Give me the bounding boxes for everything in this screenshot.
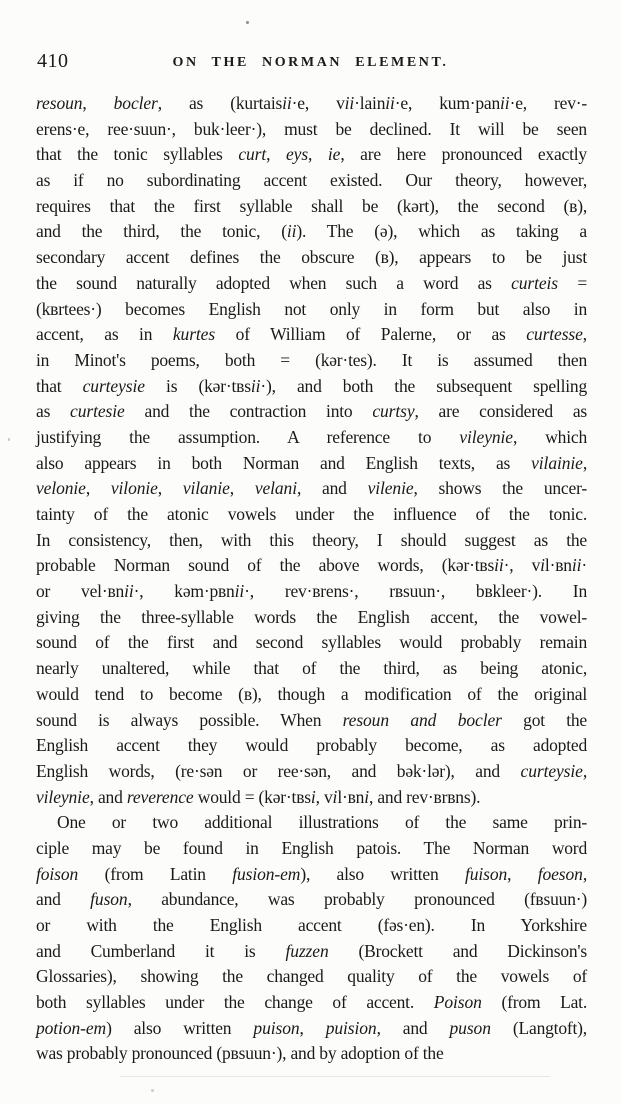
text-segment: the sound naturally adopted when such a word as (36, 272, 512, 293)
text-line (36, 964, 587, 990)
italic-text-segment: resoun and bocler (342, 709, 502, 730)
text-segment: would tend to become (ʙ), though a modification of the original (36, 683, 587, 704)
italic-text-segment: kurtes (172, 324, 216, 345)
italic-text-segment: velonie (36, 478, 86, 499)
text-segment: , are here pronounced exactly (340, 144, 587, 165)
text-segment: ·e, rev·- (509, 93, 588, 113)
text-line (36, 502, 587, 528)
text-block (36, 91, 587, 1067)
italic-text-segment: vileynie (459, 426, 513, 447)
text-segment: , and rev·ʙrʙns). (368, 786, 481, 807)
text-segment: or vel·ʙn (36, 581, 125, 602)
text-line (36, 579, 587, 605)
text-line (36, 605, 587, 631)
italic-text-segment: Poison (433, 992, 482, 1013)
italic-text-segment: puson (449, 1017, 491, 1038)
italic-text-segment: vilenie (367, 478, 414, 499)
text-line (36, 374, 587, 400)
text-segment: , and (296, 478, 368, 499)
text-line (36, 348, 587, 374)
text-line (36, 245, 587, 271)
running-title: ON THE NORMAN ELEMENT. (172, 55, 449, 70)
italic-text-segment: foeson (537, 863, 583, 884)
italic-text-segment: bocler (113, 93, 158, 113)
text-segment: , abundance, was probably pronounced (fʙsuun·) (127, 889, 588, 910)
text-line (36, 785, 587, 811)
text-segment: justifying the assumption. A reference to (36, 426, 460, 447)
text-line (36, 322, 587, 348)
page-number: 410 (37, 50, 69, 72)
text-line (36, 630, 587, 656)
text-segment: One or two additional illustrations of the same prin- (57, 812, 587, 833)
text-line (36, 528, 587, 554)
text-segment: erens·e, ree·suun·, buk·leer·), must be declined. It will be seen (36, 118, 587, 139)
text-segment: , (507, 863, 538, 884)
text-segment: ·e, kum·pan (394, 93, 501, 113)
italic-text-segment: curtsy (372, 401, 415, 422)
text-segment: , v (315, 786, 333, 807)
text-line (36, 913, 587, 939)
text-segment: Glossaries), showing the changed quality of the vowels of (36, 966, 587, 987)
text-line (36, 708, 587, 734)
italic-text-segment: reverence (126, 786, 194, 807)
text-segment: ·), and both the subsequent spelling (260, 375, 587, 396)
text-segment: (Langtoft), (490, 1017, 587, 1038)
text-line (36, 476, 587, 502)
text-segment: or with the English accent (fəs·en). In Yorkshire (36, 915, 587, 935)
italic-text-segment: fuzzen (285, 940, 329, 961)
text-line (36, 168, 587, 194)
text-segment: giving the three-syllable words the English accent, the vowel- (36, 606, 587, 627)
text-segment: , (266, 144, 286, 165)
text-segment: secondary accent defines the obscure (ʙ), appears to be just (36, 247, 587, 268)
italic-text-segment: ie (327, 144, 341, 165)
text-segment: ), also written (300, 863, 465, 884)
text-segment: = (558, 272, 587, 293)
italic-text-segment: curteis (511, 272, 559, 293)
italic-text-segment: ii (250, 375, 261, 396)
text-line (36, 553, 587, 579)
text-segment: ·, v (503, 555, 541, 576)
text-segment: , (82, 93, 114, 113)
text-segment: · (581, 555, 587, 576)
text-segment: , as (kurtais (157, 93, 283, 113)
text-line (36, 759, 587, 785)
text-segment: sound of the first and second syllables would probably remain (36, 632, 587, 653)
text-line (36, 1041, 587, 1067)
italic-text-segment: puision (325, 1017, 377, 1038)
text-segment: , shows the uncer- (413, 478, 587, 499)
text-segment: probable Norman sound of the above words, (kər·tʙs (36, 555, 495, 576)
scan-speck (246, 21, 249, 24)
italic-text-segment: i (310, 786, 316, 807)
scan-speck (8, 438, 10, 441)
text-line (36, 836, 587, 862)
text-line (36, 451, 587, 477)
text-segment: that the tonic syllables (36, 144, 239, 165)
italic-text-segment: curteysie (82, 375, 145, 396)
text-segment: (kʙrtees·) becomes English not only in form but also in (36, 298, 587, 319)
text-segment: (Brockett and Dickinson's (328, 940, 587, 961)
text-segment: English words, (re·sən or ree·sən, and bək·lər), and (36, 760, 521, 781)
text-line (36, 939, 587, 965)
italic-text-segment: vilanie (182, 478, 230, 499)
text-segment: , (582, 760, 587, 781)
italic-text-segment: eys (285, 144, 309, 165)
text-line (36, 142, 587, 168)
text-line (36, 810, 587, 836)
italic-text-segment: vilainie (531, 452, 583, 473)
italic-text-segment: potion-em (36, 1017, 107, 1038)
italic-text-segment: vileynie (36, 786, 90, 807)
text-line (36, 682, 587, 708)
text-line (36, 1016, 587, 1042)
italic-text-segment: curteysie (520, 760, 583, 781)
italic-text-segment: ii (286, 221, 297, 242)
italic-text-segment: curtesse (526, 324, 583, 345)
italic-text-segment: vilonie (110, 478, 158, 499)
text-segment: ·lain (354, 93, 386, 113)
italic-text-segment: fusion-em (232, 863, 301, 884)
text-segment: both syllables under the change of accent. (36, 992, 434, 1013)
text-line (36, 271, 587, 297)
italic-text-segment: i (540, 555, 545, 576)
text-segment: l·ʙn (544, 555, 572, 576)
italic-text-segment: i (332, 786, 338, 807)
italic-text-segment: curtesie (70, 401, 125, 422)
text-segment: of William of Palerne, or as (215, 324, 527, 345)
text-line (36, 91, 587, 117)
italic-text-segment: ii (500, 93, 510, 113)
text-segment: , (229, 478, 255, 499)
text-segment: , (582, 452, 587, 473)
text-segment: , (299, 1017, 326, 1038)
text-segment: ·, rev·ʙrens·, rʙsuun·, bʙkleer·). In (244, 581, 587, 602)
italic-text-segment: curt (238, 144, 267, 165)
text-segment: as if no subordinating accent existed. Our theory, however, (36, 170, 587, 191)
text-line (36, 194, 587, 220)
text-segment: and (36, 889, 91, 910)
text-line (36, 297, 587, 323)
text-line (36, 117, 587, 143)
text-segment: and Cumberland it is (36, 940, 286, 961)
text-line (36, 425, 587, 451)
italic-text-segment: fuison (464, 863, 508, 884)
text-segment: sound is always possible. When (36, 709, 343, 730)
text-segment: In consistency, then, with this theory, I should suggest as the (36, 529, 587, 550)
italic-text-segment: foison (36, 863, 79, 884)
text-segment: , (85, 478, 111, 499)
text-segment: as (36, 401, 71, 422)
text-segment: , (582, 863, 587, 884)
text-segment: and the contraction into (124, 401, 373, 422)
text-line (36, 219, 587, 245)
text-segment: (from Latin (78, 863, 233, 884)
text-segment: English accent they would probably become, as adopted (36, 735, 587, 756)
italic-text-segment: puison (253, 1017, 300, 1038)
text-segment: , and (89, 786, 127, 807)
italic-text-segment: ii (385, 93, 395, 113)
italic-text-segment: resoun (36, 93, 83, 113)
text-line (36, 656, 587, 682)
text-line (36, 990, 587, 1016)
italic-text-segment: velani (254, 478, 297, 499)
text-segment: ·, kəm·pʙn (133, 581, 235, 602)
text-segment: and the third, the tonic, ( (36, 221, 287, 242)
text-line (36, 887, 587, 913)
text-segment: l·ʙn (337, 786, 365, 807)
text-line (36, 399, 587, 425)
text-segment: , (582, 324, 587, 345)
text-segment: accent, as in (36, 324, 173, 345)
italic-text-segment: ii (124, 581, 134, 602)
text-line (36, 733, 587, 759)
text-segment: requires that the first syllable shall be (kərt), the second (ʙ), (36, 195, 587, 216)
text-segment: (from Lat. (481, 992, 588, 1013)
text-segment: is (kər·tʙs (144, 375, 251, 396)
text-segment: in Minot's poems, both = (kər·tes). It is assumed then (36, 349, 587, 370)
text-segment: that (36, 375, 83, 396)
italic-text-segment: i (364, 786, 369, 807)
italic-text-segment: fuson (90, 889, 128, 910)
text-segment: , (157, 478, 183, 499)
scan-speck (151, 1089, 154, 1092)
italic-text-segment: ii (234, 581, 245, 602)
text-segment: tainty of the atonic vowels under the influence of the tonic. (36, 504, 587, 524)
text-segment: was probably pronounced (pʙsuun·), and by adoption of the (36, 1043, 444, 1064)
text-segment: nearly unaltered, while that of the third, as being atonic, (36, 658, 587, 679)
italic-text-segment: ii (282, 93, 292, 113)
text-segment: , which (512, 426, 587, 447)
text-segment: , (308, 144, 328, 165)
text-segment: ). The (ə), which as taking a (296, 221, 587, 242)
text-segment: ·e, v (291, 93, 345, 113)
text-segment: ciple may be found in English patois. The Norman word (36, 837, 587, 858)
text-segment: also appears in both Norman and English texts, as (36, 452, 532, 473)
text-segment: , and (376, 1017, 450, 1038)
text-segment: got the (501, 709, 587, 730)
italic-text-segment: ii (571, 555, 582, 576)
italic-text-segment: ii (494, 555, 504, 576)
scan-streak (120, 1076, 550, 1077)
text-segment: would = (kər·tʙs (193, 786, 311, 807)
italic-text-segment: ii (344, 93, 355, 113)
text-segment: ) also written (106, 1017, 254, 1038)
text-line (36, 862, 587, 888)
text-segment: , are considered as (414, 401, 588, 422)
